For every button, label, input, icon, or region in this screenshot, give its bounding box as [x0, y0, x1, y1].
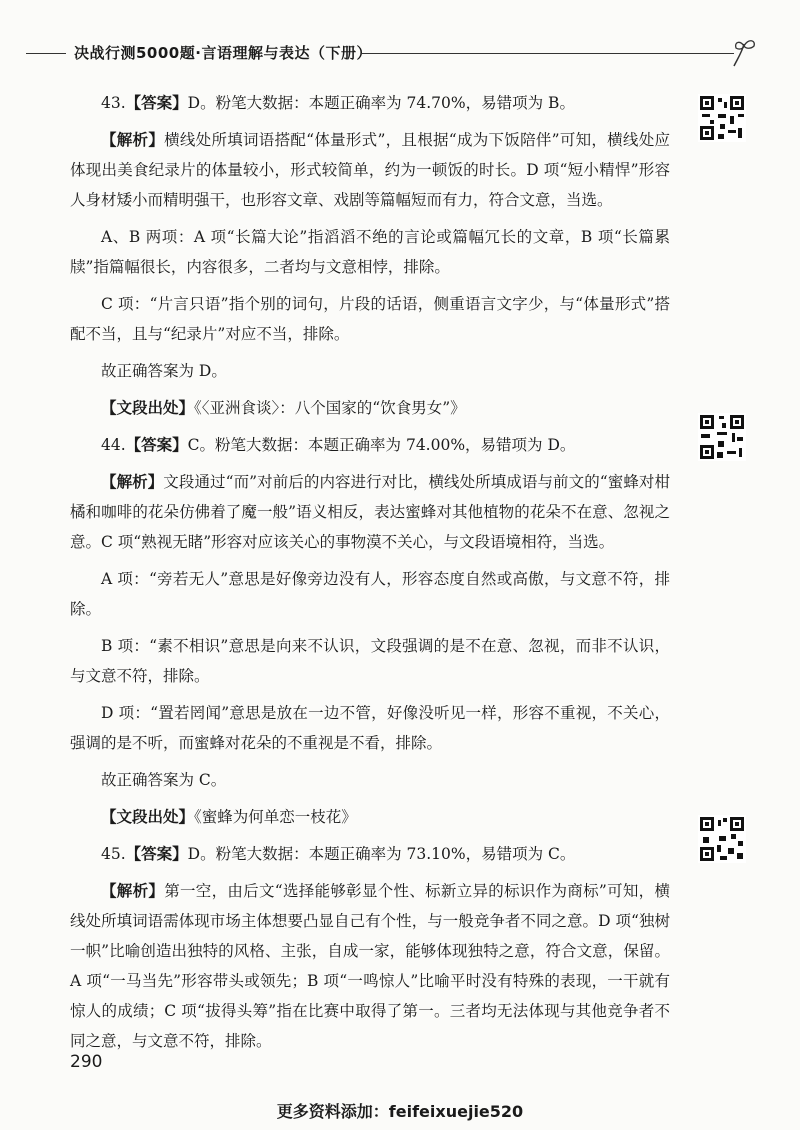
q43-source: 【文段出处】《〈亚洲食谈〉：八个国家的“饮食男女”》 — [101, 399, 466, 417]
q43-conclusion: 故正确答案为 D。 — [101, 362, 227, 380]
footer-note: 更多资料添加：feifeixuejie520 — [276, 1102, 524, 1121]
q43-answer: 43.【答案】D。粉笔大数据：本题正确率为 74.70%，易错项为 B。 — [101, 94, 575, 112]
q45-answer: 45.【答案】D。粉笔大数据：本题正确率为 73.10%，易错项为 C。 — [101, 845, 576, 863]
q44-analysis: 【解析】文段通过“而”对前后的内容进行对比，横线处所填成语与前文的“蜜蜂对柑橘和咖啡的花朵仿佛着了魔一般”语义相反，表达蜜蜂对其他植物的花朵不在意、忽视之意。C 项“熟视无睹”形容对应该关心的事物漠不关心，与文段语境相符，当选。 — [70, 473, 670, 551]
q44-answer: 44.【答案】C。粉笔大数据：本题正确率为 74.00%，易错项为 D。 — [101, 436, 576, 454]
q43-option-c: C 项：“片言只语”指个别的词句，片段的话语，侧重语言文字少，与“体量形式”搭配不当，且与“纪录片”对应不当，排除。 — [70, 295, 670, 343]
q45-analysis: 【解析】第一空，由后文“选择能够彰显个性、标新立异的标识作为商标”可知，横线处所填词语需体现市场主体想要凸显自己有个性，与一般竞争者不同之意。D 项“独树一帜”比喻创造出独特的风格、主张，自成一家，能够体现独特之意，符合文意，保留。A 项“一马当先”形容带头或领先；B 项“一鸣惊人”比喻平时没有特殊的表现，一干就有惊人的成绩；C 项“拔得头筹”指在比赛中取得了第一。三者均无法体现与其他竞争者不同之意，与文意不符，排除。 — [70, 882, 670, 1050]
q43-analysis: 【解析】横线处所填词语搭配“体量形式”，且根据“成为下饭陪伴”可知，横线处应体现出美食纪录片的体量较小，形式较简单，约为一顿饭的时长。D 项“短小精悍”形容人身材矮小而精明强干，也形容文章、戏剧等篇幅短而有力，符合文意，当选。 — [70, 131, 670, 209]
q44-conclusion: 故正确答案为 C。 — [101, 771, 227, 789]
qr-code-icon[interactable] — [698, 413, 746, 461]
q44-option-a: A 项：“旁若无人”意思是好像旁边没有人，形容态度自然或高傲，与文意不符，排除。 — [70, 570, 670, 618]
page-number: 290 — [70, 1052, 103, 1072]
q44-option-b: B 项：“素不相识”意思是向来不认识，文段强调的是不在意、忽视，而非不认识，与文意不符，排除。 — [70, 637, 670, 685]
header-rule-right — [362, 53, 734, 54]
q43-option-ab: A、B 两项：A 项“长篇大论”指滔滔不绝的言论或篇幅冗长的文章，B 项“长篇累牍”指篇幅很长，内容很多，二者均与文意相悖，排除。 — [70, 228, 670, 276]
header-rule-left — [26, 53, 66, 54]
running-header — [0, 36, 800, 70]
qr-code-icon[interactable] — [698, 815, 746, 863]
q44-source: 【文段出处】《蜜蜂为何单恋一枝花》 — [101, 808, 357, 826]
header-title: 决战行测5000题·言语理解与表达（下册） — [74, 44, 372, 62]
q44-option-d: D 项：“置若罔闻”意思是放在一边不管，好像没听见一样，形容不重视，不关心，强调的是不听，而蜜蜂对花朵的不重视是不看，排除。 — [70, 704, 670, 752]
page-body — [70, 88, 670, 1063]
qr-code-icon[interactable] — [698, 94, 746, 142]
sprout-icon — [732, 38, 758, 68]
